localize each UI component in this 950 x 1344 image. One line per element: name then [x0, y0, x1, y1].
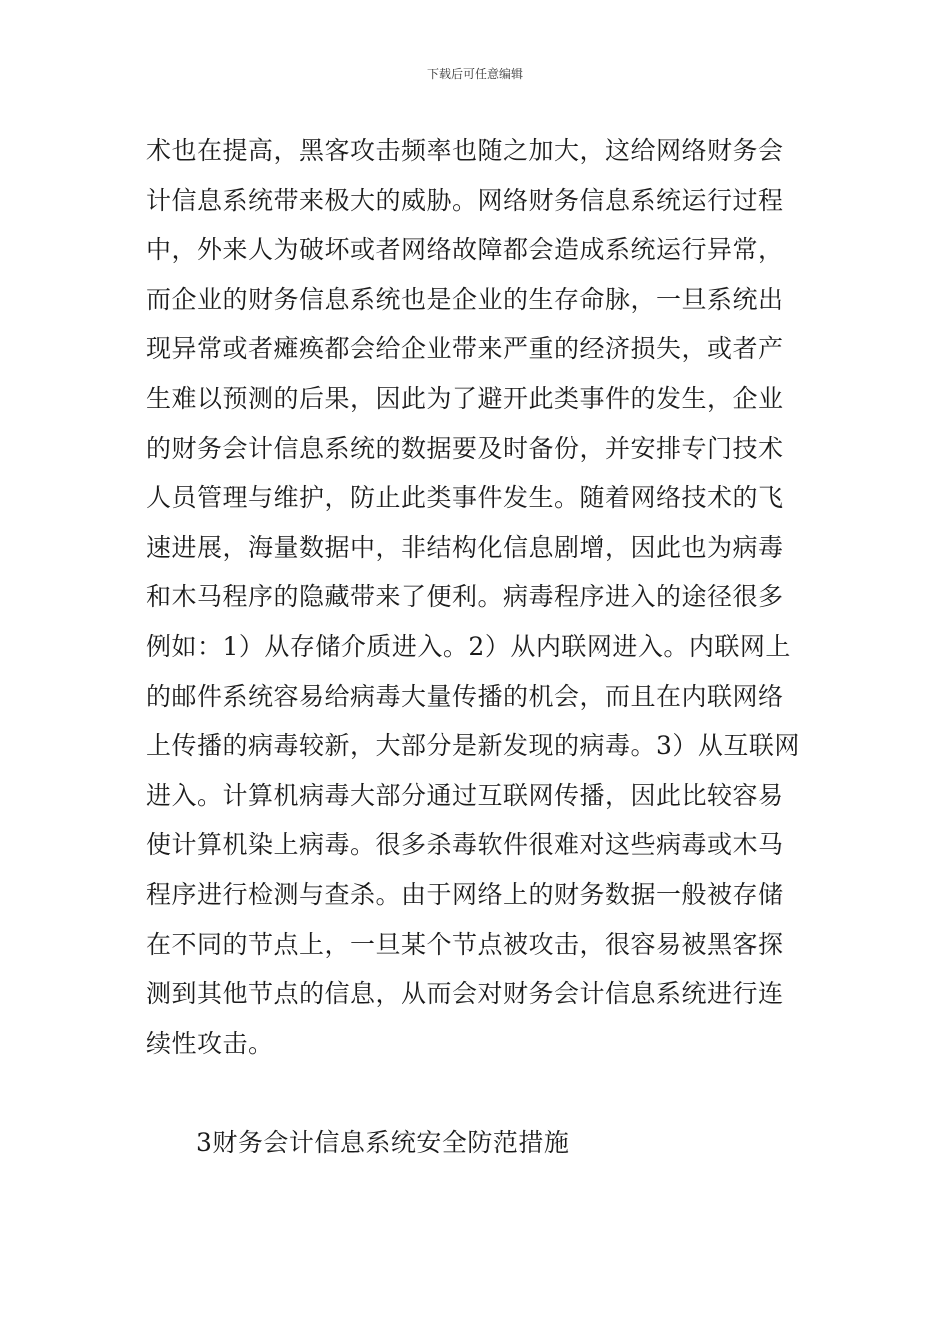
body-paragraph	[146, 126, 812, 1068]
paragraph-line: 人员管理与维护，防止此类事件发生。随着网络技术的飞	[146, 483, 784, 513]
header-note: 下载后可任意编辑	[426, 67, 523, 81]
paragraph-line: 和木马程序的隐藏带来了便利。病毒程序进入的途径很多	[146, 582, 784, 612]
paragraph-line: 现异常或者瘫痪都会给企业带来严重的经济损失，或者产	[146, 334, 784, 364]
paragraph-line: 计信息系统带来极大的威胁。网络财务信息系统运行过程	[146, 185, 784, 215]
section-heading: 3财务会计信息系统安全防范措施	[196, 1128, 570, 1157]
paragraph-line: 的财务会计信息系统的数据要及时备份，并安排专门技术	[146, 433, 784, 463]
paragraph-line: 测到其他节点的信息，从而会对财务会计信息系统进行连	[146, 979, 784, 1009]
paragraph-line: 使计算机染上病毒。很多杀毒软件很难对这些病毒或木马	[146, 830, 784, 860]
paragraph-line: 上传播的病毒较新，大部分是新发现的病毒。3）从互联网	[146, 731, 800, 761]
paragraph-line: 进入。计算机病毒大部分通过互联网传播，因此比较容易	[146, 780, 784, 810]
paragraph-line: 生难以预测的后果，因此为了避开此类事件的发生，企业	[146, 383, 784, 413]
paragraph-line: 续性攻击。	[146, 1028, 274, 1058]
paragraph-line: 的邮件系统容易给病毒大量传播的机会，而且在内联网络	[146, 681, 784, 711]
paragraph-line: 而企业的财务信息系统也是企业的生存命脉，一旦系统出	[146, 284, 784, 314]
paragraph-line: 中，外来人为破坏或者网络故障都会造成系统运行异常，	[146, 235, 784, 265]
paragraph-line: 例如：1）从存储介质进入。2）从内联网进入。内联网上	[146, 631, 791, 661]
paragraph-line: 术也在提高，黑客攻击频率也随之加大，这给网络财务会	[146, 136, 784, 165]
paragraph-line: 在不同的节点上，一旦某个节点被攻击，很容易被黑客探	[146, 929, 784, 959]
paragraph-line: 程序进行检测与查杀。由于网络上的财务数据一般被存储	[146, 879, 784, 909]
paragraph-line: 速进展，海量数据中，非结构化信息剧增，因此也为病毒	[146, 532, 784, 562]
